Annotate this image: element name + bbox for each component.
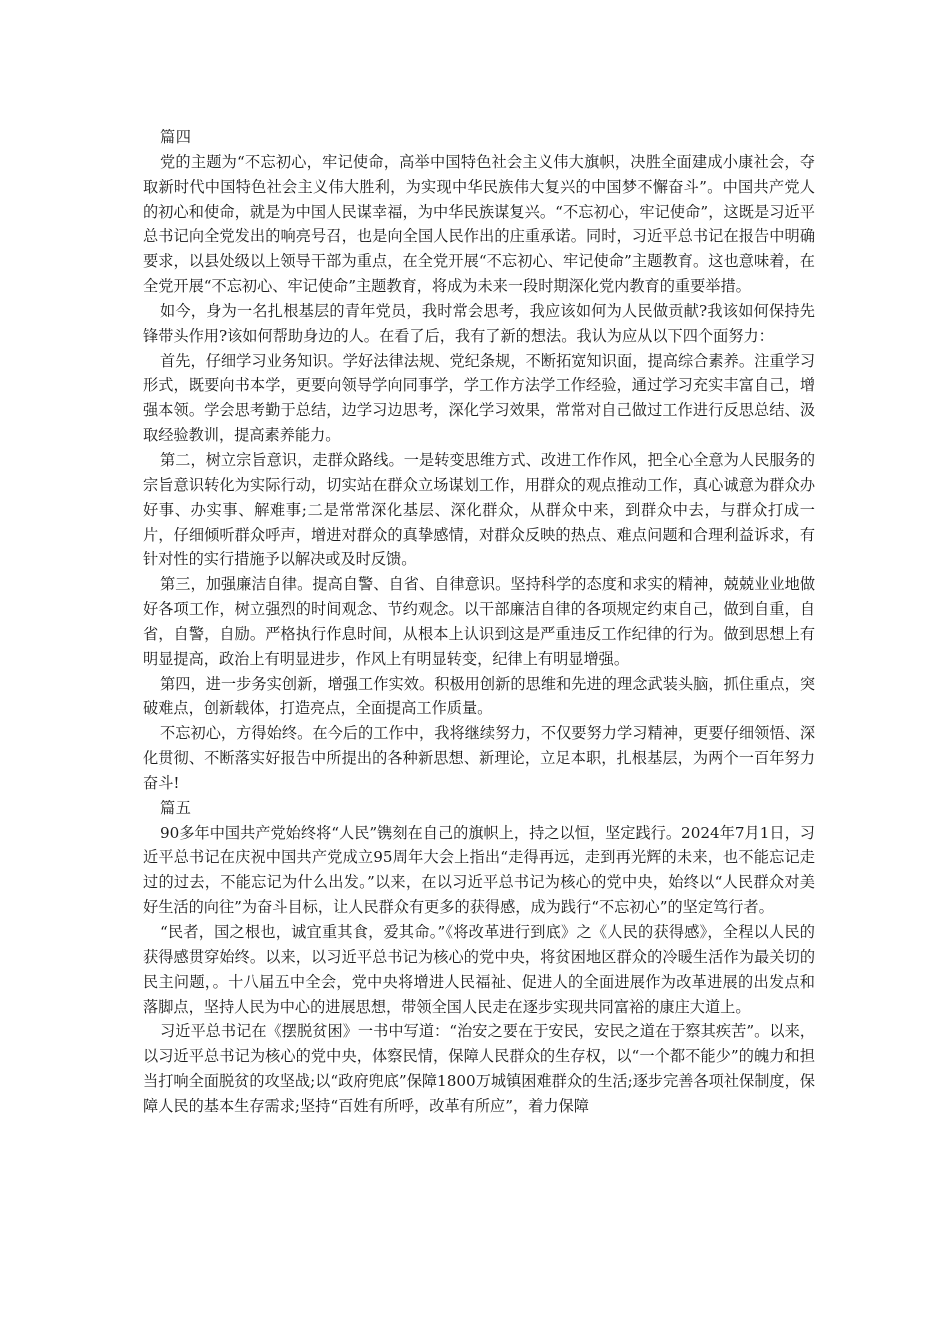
paragraph: 习近平总书记在《摆脱贫困》一书中写道：“治安之要在于安民，安民之道在于察其疾苦”。以来，以习近平总书记为核心的党中央，体察民情，保障人民群众的生存权，以“一个都不能少”的魄力和担当打响全面脱贫的攻坚战;以“政府兜底”保障1800万城镇困难群众的生活;逐步完善各项社保制度，保障人民的基本生存需求;坚持“百姓有所呼，改革有所应”，着力保障 xyxy=(143,1022,815,1115)
paragraph: 90多年中国共产党始终将“人民”镌刻在自己的旗帜上，持之以恒，坚定践行。2024年7月1日，习近平总书记在庆祝中国共产党成立95周年大会上指出“走得再远，走到再光辉的未来，也不能忘记走过的过去，不能忘记为什么出发。”以来，在以习近平总书记为核心的党中央，始终以“人民群众对美好生活的向往”为奋斗目标，让人民群众有更多的获得感，成为践行“不忘初心”的坚定笃行者。 xyxy=(143,823,815,917)
section-heading: 篇四 xyxy=(160,128,192,146)
paragraph: “民者，国之根也，诚宜重其食，爱其命。”《将改革进行到底》之《人民的获得感》，全程以人民的获得感贯穿始终。以来，以习近平总书记为核心的党中央，将贫困地区群众的冷暖生活作为最关切的民主问题，。十八届五中全会，党中央将增进人民福祉、促进人的全面进展作为改革进展的出发点和落脚点，坚持人民为中心的进展思想，带领全国人民走在逐步实现共同富裕的康庄大道上。 xyxy=(143,923,815,1016)
paragraph: 如今，身为一名扎根基层的青年党员，我时常会思考，我应该如何为人民做贡献?我该如何保持先锋带头作用?该如何帮助身边的人。在看了后，我有了新的想法。我认为应从以下四个面努力： xyxy=(143,301,815,345)
paragraph: 首先，仔细学习业务知识。学好法律法规、党纪条规，不断拓宽知识面，提高综合素养。注重学习形式，既要向书本学，更要向领导学向同事学，学工作方法学工作经验，通过学习充实丰富自己，增强本领。学会思考勤于总结，边学习边思考，深化学习效果，常常对自己做过工作进行反思总结、汲取经验教训，提高素养能力。 xyxy=(143,351,815,445)
document-body xyxy=(143,125,815,1119)
paragraph: 第四，进一步务实创新，增强工作实效。积极用创新的思维和先进的理念武装头脑，抓住重点，突破难点，创新载体，打造亮点，全面提高工作质量。 xyxy=(143,674,815,718)
paragraph: 不忘初心，方得始终。在今后的工作中，我将继续努力，不仅要努力学习精神，更要仔细领悟、深化贯彻、不断落实好报告中所提出的各种新思想、新理论，立足本职，扎根基层，为两个一百年努力奋斗! xyxy=(143,724,815,792)
paragraph: 党的主题为“不忘初心，牢记使命，高举中国特色社会主义伟大旗帜，决胜全面建成小康社会，夺取新时代中国特色社会主义伟大胜利，为实现中华民族伟大复兴的中国梦不懈奋斗”。中国共产党人的初心和使命，就是为中国人民谋幸福，为中华民族谋复兴。“不忘初心，牢记使命”，这既是习近平总书记向全党发出的响亮号召，也是向全国人民作出的庄重承诺。同时，习近平总书记在报告中明确要求，以县处级以上领导干部为重点，在全党开展“不忘初心、牢记使命”主题教育。这也意味着，在全党开展“不忘初心、牢记使命”主题教育，将成为未来一段时期深化党内教育的重要举措。 xyxy=(143,152,815,296)
paragraph: 第二，树立宗旨意识，走群众路线。一是转变思维方式、改进工作作风，把全心全意为人民服务的宗旨意识转化为实际行动，切实站在群众立场谋划工作，用群众的观点推动工作，真心诚意为群众办好事、办实事、解难事;二是常常深化基层、深化群众，从群众中来，到群众中去，与群众打成一片，仔细倾听群众呼声，增进对群众的真挚感情，对群众反映的热点、难点问题和合理利益诉求，有针对性的实行措施予以解决或及时反馈。 xyxy=(143,450,815,569)
section-heading: 篇五 xyxy=(160,798,192,817)
paragraph: 第三，加强廉洁自律。提高自警、自省、自律意识。坚持科学的态度和求实的精神，兢兢业业地做好各项工作，树立强烈的时间观念、节约观念。以干部廉洁自律的各项规定约束自己，做到自重，自省，自警，自励。严格执行作息时间，从根本上认识到这是严重违反工作纪律的行为。做到思想上有明显提高，政治上有明显进步，作风上有明显转变，纪律上有明显增强。 xyxy=(143,575,815,668)
